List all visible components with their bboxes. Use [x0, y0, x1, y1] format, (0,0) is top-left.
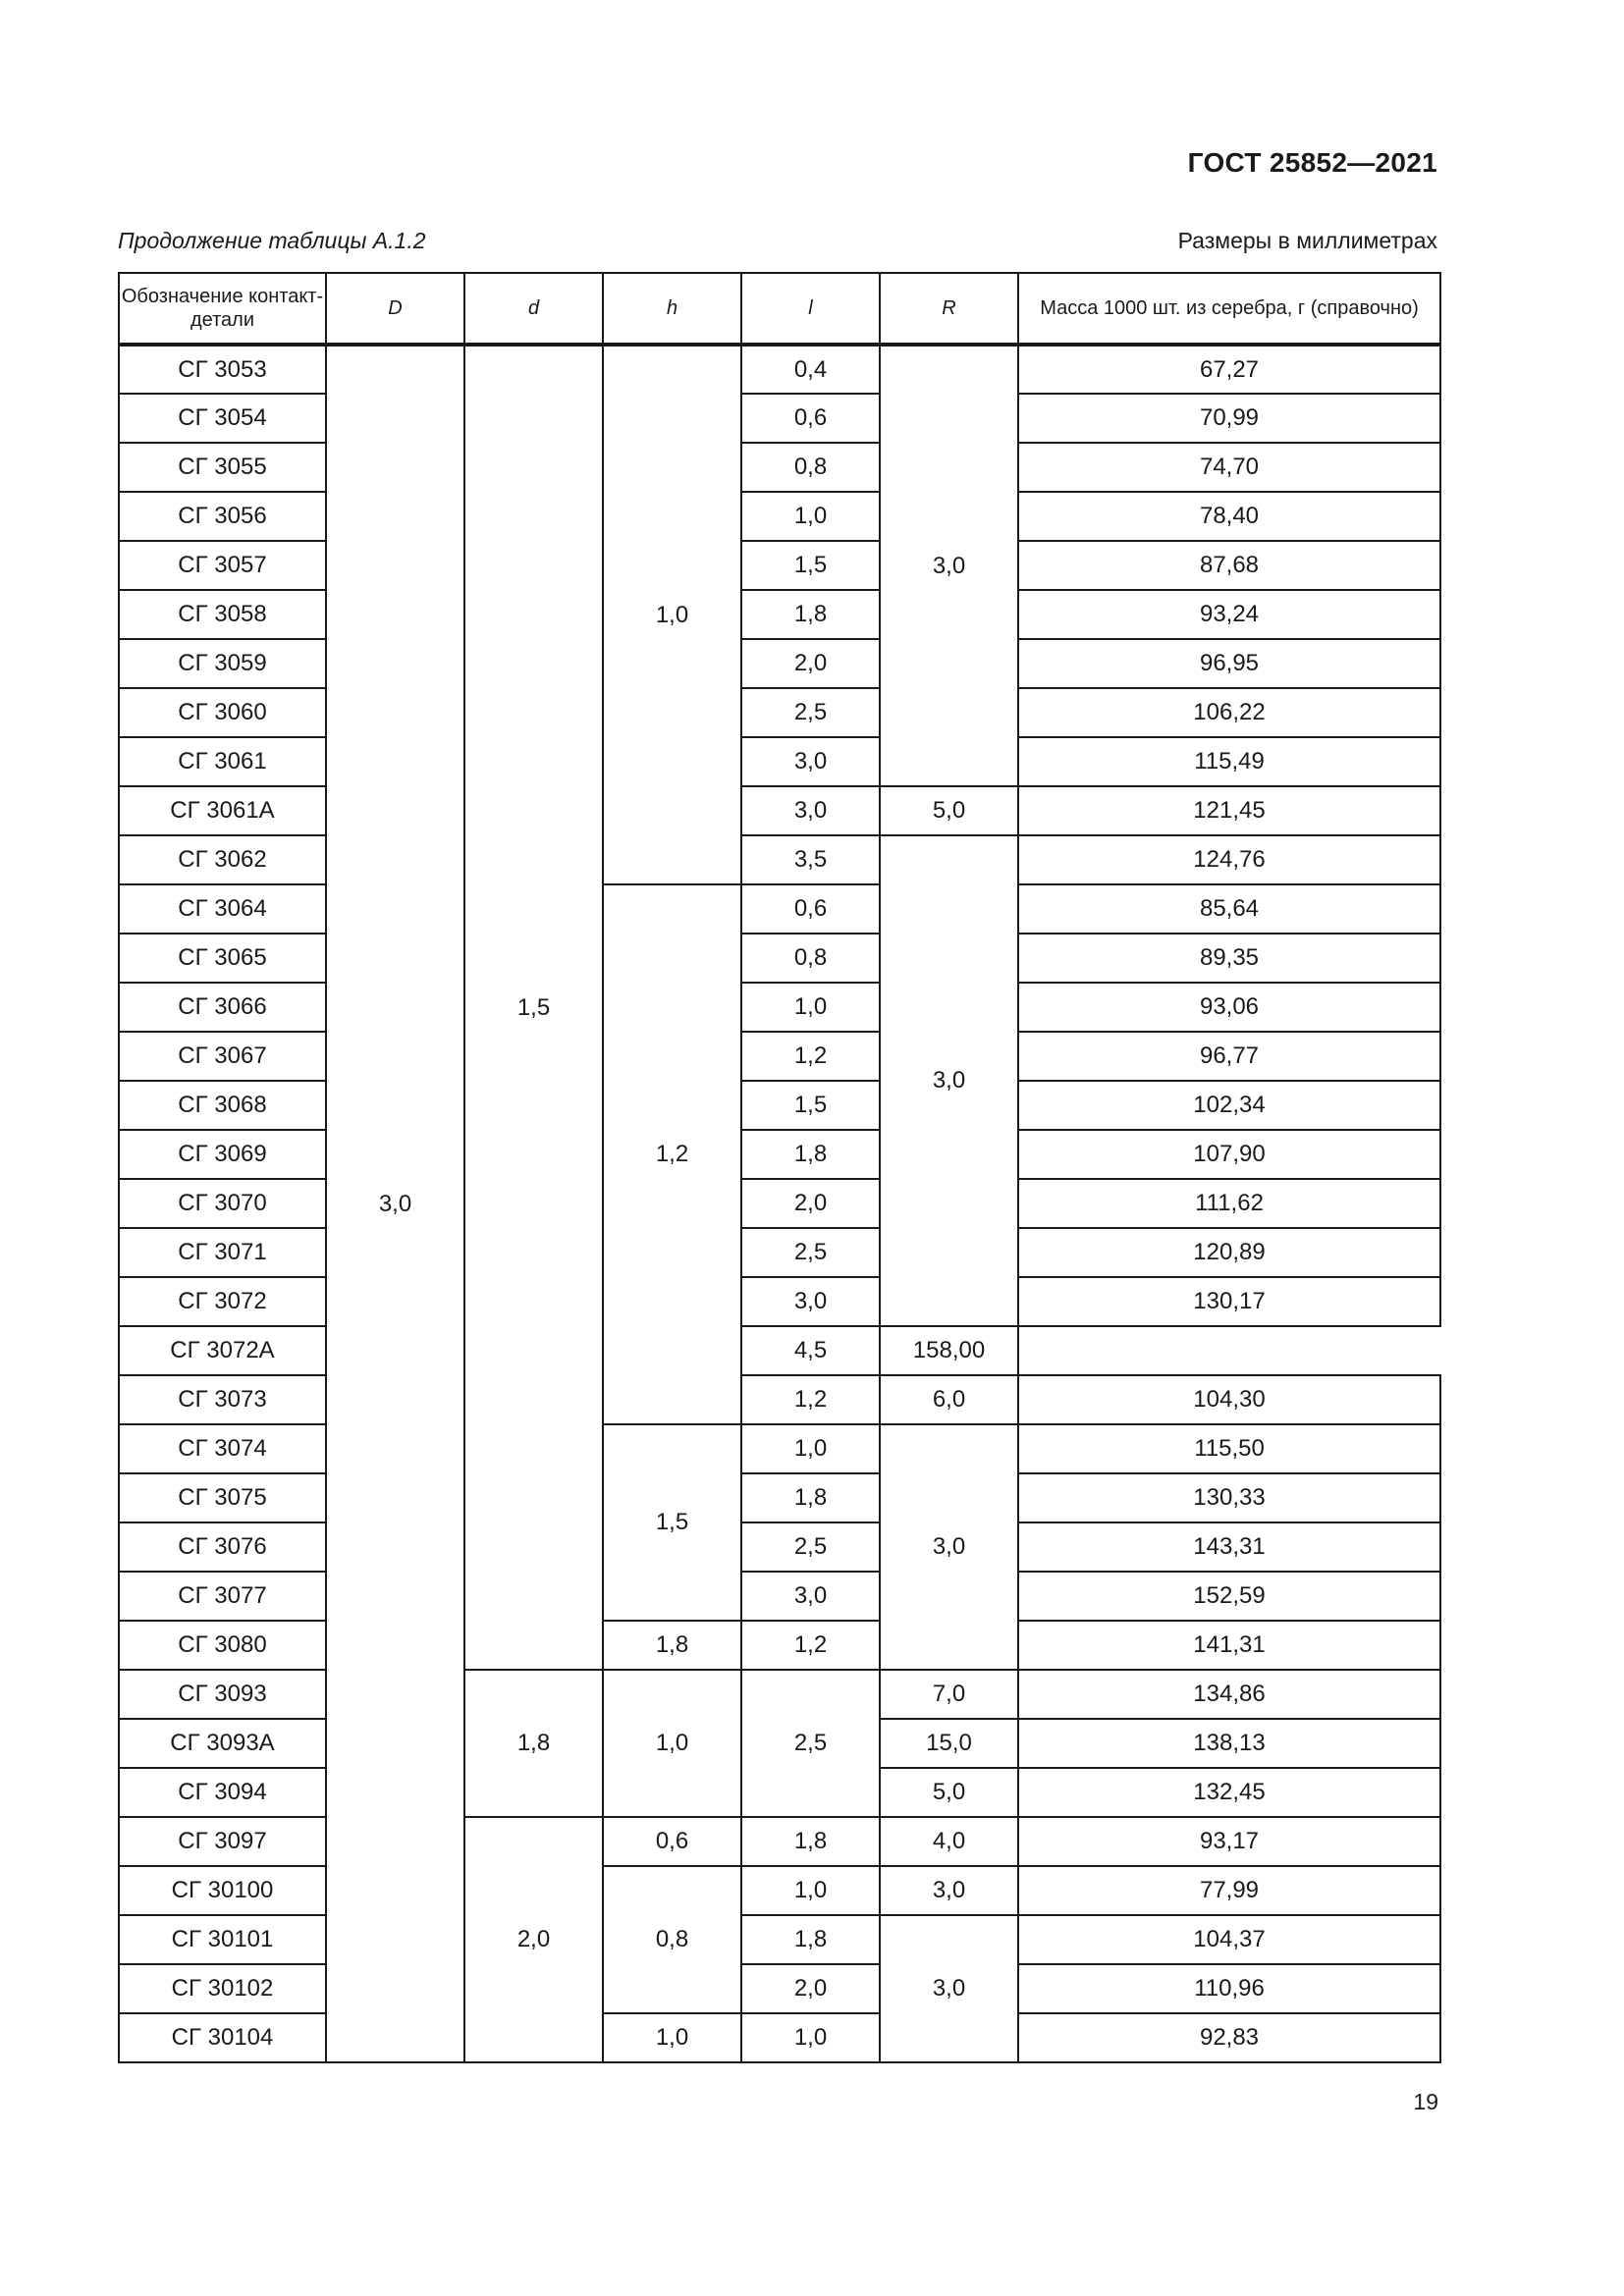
table-row	[119, 688, 1440, 737]
mass-cell: 115,49	[1018, 737, 1440, 786]
R-cell: 6,0	[880, 1375, 1018, 1424]
designation-cell: СГ 3057	[119, 541, 326, 590]
l-cell: 1,8	[741, 590, 880, 639]
h-cell: 1,2	[603, 884, 741, 1424]
col-header-d: d	[464, 273, 603, 345]
mass-cell: 158,00	[880, 1326, 1018, 1375]
D-cell: 3,0	[326, 345, 464, 2062]
table-row	[119, 1572, 1440, 1621]
l-cell: 4,5	[741, 1326, 880, 1375]
table-row	[119, 884, 1440, 934]
designation-cell: СГ 3053	[119, 345, 326, 394]
l-cell: 1,2	[741, 1621, 880, 1670]
l-cell: 1,0	[741, 1866, 880, 1915]
designation-cell: СГ 3065	[119, 934, 326, 983]
l-cell: 1,0	[741, 1424, 880, 1473]
l-cell: 3,0	[741, 786, 880, 835]
mass-cell: 120,89	[1018, 1228, 1440, 1277]
col-header-mass: Масса 1000 шт. из серебра, г (справочно)	[1018, 273, 1440, 345]
mass-cell: 134,86	[1018, 1670, 1440, 1719]
designation-cell: СГ 3073	[119, 1375, 326, 1424]
mass-cell: 93,06	[1018, 983, 1440, 1032]
table-row	[119, 1375, 1440, 1424]
table-row	[119, 639, 1440, 688]
table-row	[119, 492, 1440, 541]
mass-cell: 111,62	[1018, 1179, 1440, 1228]
col-header-l: l	[741, 273, 880, 345]
mass-cell: 152,59	[1018, 1572, 1440, 1621]
d-cell: 2,0	[464, 1817, 603, 2062]
R-cell: 5,0	[880, 786, 1018, 835]
R-cell: 3,0	[880, 1915, 1018, 2062]
mass-cell: 121,45	[1018, 786, 1440, 835]
designation-cell: СГ 3075	[119, 1473, 326, 1522]
mass-cell: 89,35	[1018, 934, 1440, 983]
l-cell: 1,5	[741, 1081, 880, 1130]
table-row	[119, 1473, 1440, 1522]
designation-cell: СГ 3061А	[119, 786, 326, 835]
R-cell: 3,0	[880, 835, 1018, 1326]
h-cell: 0,8	[603, 1866, 741, 2013]
l-cell: 2,0	[741, 1179, 880, 1228]
designation-cell: СГ 3060	[119, 688, 326, 737]
l-cell: 0,4	[741, 345, 880, 394]
designation-cell: СГ 3056	[119, 492, 326, 541]
l-cell: 1,2	[741, 1032, 880, 1081]
d-cell: 1,5	[464, 345, 603, 1670]
designation-cell: СГ 3071	[119, 1228, 326, 1277]
l-cell: 0,8	[741, 934, 880, 983]
table-row	[119, 1866, 1440, 1915]
l-cell: 1,0	[741, 2013, 880, 2062]
table-row	[119, 983, 1440, 1032]
designation-cell: СГ 3062	[119, 835, 326, 884]
mass-cell: 143,31	[1018, 1522, 1440, 1572]
designation-cell: СГ 30104	[119, 2013, 326, 2062]
table-row	[119, 737, 1440, 786]
l-cell: 0,8	[741, 443, 880, 492]
l-cell: 2,5	[741, 1228, 880, 1277]
designation-cell: СГ 3093	[119, 1670, 326, 1719]
designation-cell: СГ 3093А	[119, 1719, 326, 1768]
table-header-row	[119, 273, 1440, 345]
designation-cell: СГ 3072А	[119, 1326, 326, 1375]
mass-cell: 77,99	[1018, 1866, 1440, 1915]
mass-cell: 141,31	[1018, 1621, 1440, 1670]
mass-cell: 124,76	[1018, 835, 1440, 884]
l-cell: 1,0	[741, 983, 880, 1032]
table-caption: Продолжение таблицы А.1.2	[118, 228, 426, 253]
col-header-h: h	[603, 273, 741, 345]
l-cell: 2,5	[741, 1522, 880, 1572]
mass-cell: 92,83	[1018, 2013, 1440, 2062]
designation-cell: СГ 30100	[119, 1866, 326, 1915]
R-cell: 5,0	[880, 1768, 1018, 1817]
col-header-D: D	[326, 273, 464, 345]
table-row	[119, 443, 1440, 492]
mass-cell: 96,95	[1018, 639, 1440, 688]
l-cell: 1,5	[741, 541, 880, 590]
l-cell: 3,0	[741, 1277, 880, 1326]
designation-cell: СГ 3077	[119, 1572, 326, 1621]
page-number: 19	[1413, 2089, 1438, 2114]
designation-cell: СГ 3080	[119, 1621, 326, 1670]
contact-details-table	[118, 272, 1441, 2063]
l-cell: 0,6	[741, 884, 880, 934]
l-cell: 2,5	[741, 688, 880, 737]
l-cell: 3,0	[741, 1572, 880, 1621]
table-row	[119, 1081, 1440, 1130]
designation-cell: СГ 3094	[119, 1768, 326, 1817]
l-cell: 1,8	[741, 1473, 880, 1522]
designation-cell: СГ 3068	[119, 1081, 326, 1130]
h-cell: 1,0	[603, 1670, 741, 1817]
table-row	[119, 1277, 1440, 1326]
R-cell: 3,0	[880, 1424, 1018, 1670]
designation-cell: СГ 3058	[119, 590, 326, 639]
designation-cell: СГ 3059	[119, 639, 326, 688]
mass-cell: 70,99	[1018, 394, 1440, 443]
mass-cell: 78,40	[1018, 492, 1440, 541]
l-cell: 1,0	[741, 492, 880, 541]
table-row	[119, 1424, 1440, 1473]
table-row	[119, 1915, 1440, 1964]
table-row	[119, 1228, 1440, 1277]
R-cell: 15,0	[880, 1719, 1018, 1768]
table-row	[119, 786, 1440, 835]
l-cell: 3,0	[741, 737, 880, 786]
d-cell: 1,8	[464, 1670, 603, 1817]
l-cell: 1,2	[741, 1375, 880, 1424]
designation-cell: СГ 3067	[119, 1032, 326, 1081]
designation-cell: СГ 3061	[119, 737, 326, 786]
mass-cell: 67,27	[1018, 345, 1440, 394]
table-row	[119, 394, 1440, 443]
mass-cell: 93,17	[1018, 1817, 1440, 1866]
col-header-R: R	[880, 273, 1018, 345]
l-cell: 2,0	[741, 1964, 880, 2013]
h-cell: 1,5	[603, 1424, 741, 1621]
table-row	[119, 1179, 1440, 1228]
h-cell: 1,0	[603, 2013, 741, 2062]
designation-cell: СГ 3055	[119, 443, 326, 492]
mass-cell: 104,37	[1018, 1915, 1440, 1964]
mass-cell: 115,50	[1018, 1424, 1440, 1473]
l-cell: 3,5	[741, 835, 880, 884]
l-cell: 1,8	[741, 1130, 880, 1179]
units-note: Размеры в миллиметрах	[1177, 228, 1437, 253]
designation-cell: СГ 3054	[119, 394, 326, 443]
h-cell: 1,8	[603, 1621, 741, 1670]
designation-cell: СГ 3097	[119, 1817, 326, 1866]
table-row	[119, 1326, 1440, 1375]
table-row	[119, 1032, 1440, 1081]
l-cell: 1,8	[741, 1915, 880, 1964]
table-row	[119, 541, 1440, 590]
designation-cell: СГ 30102	[119, 1964, 326, 2013]
mass-cell: 74,70	[1018, 443, 1440, 492]
mass-cell: 132,45	[1018, 1768, 1440, 1817]
mass-cell: 93,24	[1018, 590, 1440, 639]
mass-cell: 130,17	[1018, 1277, 1440, 1326]
mass-cell: 138,13	[1018, 1719, 1440, 1768]
table-row	[119, 1621, 1440, 1670]
table-row	[119, 1670, 1440, 1719]
R-cell: 3,0	[880, 1866, 1018, 1915]
standard-number: ГОСТ 25852—2021	[1187, 147, 1437, 178]
table-row	[119, 1130, 1440, 1179]
col-header-designation: Обозначение контакт-детали	[119, 273, 326, 345]
table-row	[119, 345, 1440, 394]
designation-cell: СГ 3064	[119, 884, 326, 934]
mass-cell: 106,22	[1018, 688, 1440, 737]
designation-cell: СГ 3066	[119, 983, 326, 1032]
table-row	[119, 934, 1440, 983]
table-row	[119, 1964, 1440, 2013]
table-row	[119, 1817, 1440, 1866]
designation-cell: СГ 30101	[119, 1915, 326, 1964]
designation-cell: СГ 3069	[119, 1130, 326, 1179]
table-row	[119, 590, 1440, 639]
mass-cell: 102,34	[1018, 1081, 1440, 1130]
designation-cell: СГ 3074	[119, 1424, 326, 1473]
table-row	[119, 1522, 1440, 1572]
l-cell: 2,5	[741, 1670, 880, 1817]
R-cell: 3,0	[880, 345, 1018, 786]
mass-cell: 85,64	[1018, 884, 1440, 934]
h-cell: 1,0	[603, 345, 741, 884]
mass-cell: 130,33	[1018, 1473, 1440, 1522]
h-cell: 0,6	[603, 1817, 741, 1866]
R-cell: 4,0	[880, 1817, 1018, 1866]
mass-cell: 104,30	[1018, 1375, 1440, 1424]
l-cell: 1,8	[741, 1817, 880, 1866]
designation-cell: СГ 3072	[119, 1277, 326, 1326]
table-row	[119, 2013, 1440, 2062]
l-cell: 0,6	[741, 394, 880, 443]
l-cell: 2,0	[741, 639, 880, 688]
mass-cell: 96,77	[1018, 1032, 1440, 1081]
mass-cell: 87,68	[1018, 541, 1440, 590]
mass-cell: 110,96	[1018, 1964, 1440, 2013]
designation-cell: СГ 3076	[119, 1522, 326, 1572]
mass-cell: 107,90	[1018, 1130, 1440, 1179]
table-row	[119, 835, 1440, 884]
R-cell: 7,0	[880, 1670, 1018, 1719]
designation-cell: СГ 3070	[119, 1179, 326, 1228]
